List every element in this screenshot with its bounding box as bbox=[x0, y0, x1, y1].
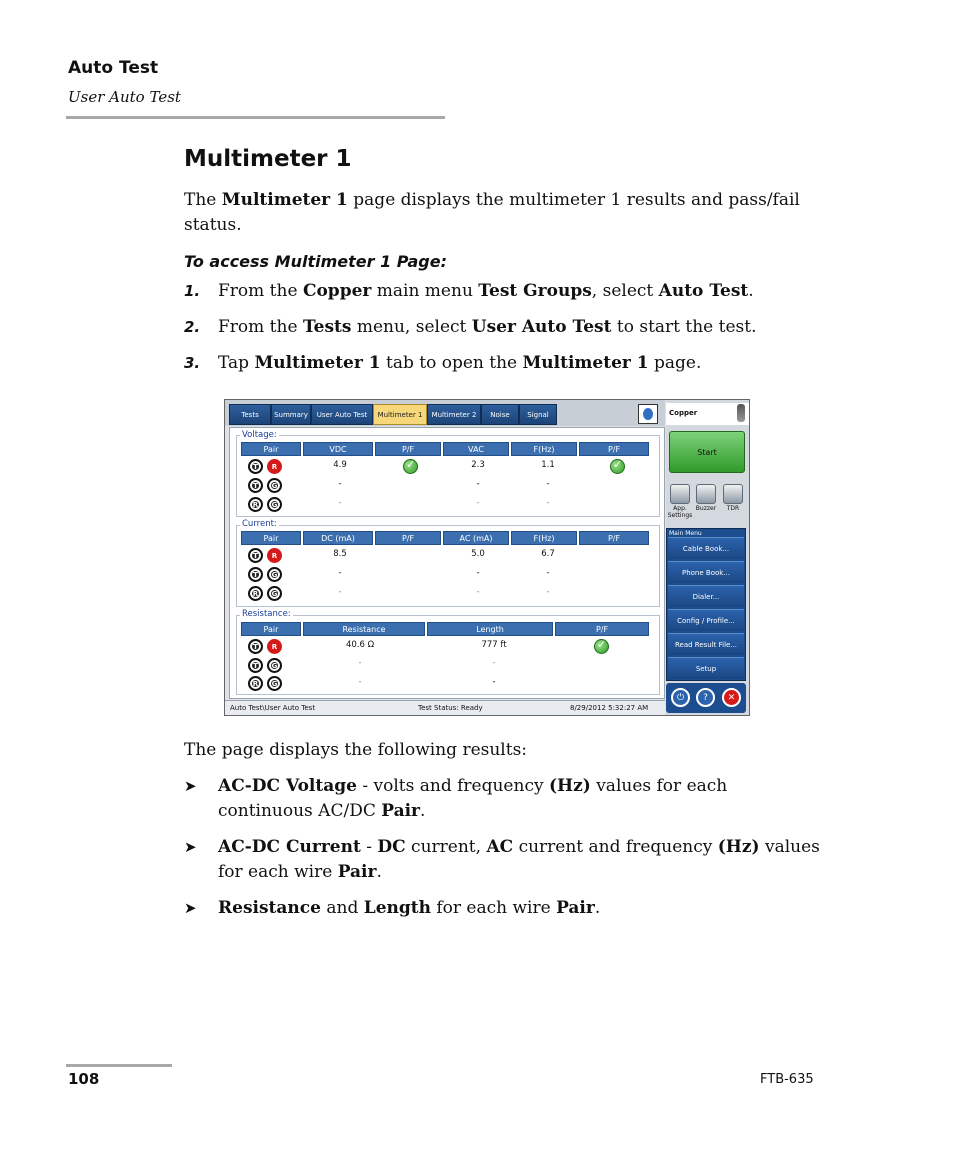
results-panel bbox=[229, 427, 665, 699]
app-settings-icon[interactable] bbox=[670, 484, 690, 504]
pass-check-icon bbox=[403, 459, 418, 474]
menu-dialer[interactable]: Dialer... bbox=[668, 585, 744, 607]
current-label: Current: bbox=[242, 519, 277, 529]
cell-vdc: - bbox=[338, 479, 342, 489]
ring-icon: R bbox=[248, 497, 263, 512]
page-number: 108 bbox=[68, 1070, 100, 1088]
pair-icon bbox=[246, 586, 286, 602]
status-test: Test Status: Ready bbox=[418, 704, 483, 712]
cell-vac: - bbox=[476, 479, 480, 489]
result-bullet: ➤ AC-DC Current - DC current, AC current and frequency (Hz) values for each wire Pair. bbox=[184, 837, 820, 882]
ground-icon: G bbox=[267, 586, 282, 601]
col-pair: Pair bbox=[241, 531, 301, 545]
menu-phone-book[interactable]: Phone Book... bbox=[668, 561, 744, 583]
cell-ac: 5.0 bbox=[471, 549, 485, 559]
cell-dc: - bbox=[338, 568, 342, 578]
cell-dc: 8.5 bbox=[333, 549, 347, 559]
col-pair: Pair bbox=[241, 442, 301, 456]
tdr-icon[interactable] bbox=[723, 484, 743, 504]
thermometer-icon bbox=[737, 404, 745, 422]
status-path: Auto Test\User Auto Test bbox=[230, 704, 316, 712]
cell-length: - bbox=[492, 658, 496, 668]
tab-bar bbox=[225, 400, 665, 426]
cell-vac: - bbox=[476, 498, 480, 508]
document-code: FTB-635 bbox=[760, 1072, 814, 1087]
col-vdc: VDC bbox=[303, 442, 373, 456]
status-bar bbox=[225, 700, 665, 716]
running-header-chapter: Auto Test bbox=[68, 58, 159, 78]
side-title: Copper bbox=[669, 409, 698, 417]
col-pf: P/F bbox=[375, 531, 441, 545]
menu-cable-book[interactable]: Cable Book... bbox=[668, 537, 744, 559]
resistance-label: Resistance: bbox=[242, 609, 291, 619]
cell-vdc: - bbox=[338, 498, 342, 508]
cell-length: - bbox=[492, 677, 496, 687]
cell-fhz: - bbox=[546, 587, 550, 597]
cell-vdc: 4.9 bbox=[333, 460, 347, 470]
col-fhz: F(Hz) bbox=[511, 442, 577, 456]
menu-setup[interactable]: Setup bbox=[668, 657, 744, 679]
pair-icon bbox=[246, 548, 286, 564]
menu-config-profile[interactable]: Config / Profile... bbox=[668, 609, 744, 631]
footer-rule bbox=[66, 1064, 172, 1067]
col-resistance: Resistance bbox=[303, 622, 425, 636]
tool-label: App. Settings bbox=[667, 505, 693, 519]
help-icon[interactable]: ? bbox=[696, 688, 715, 707]
tab-user-auto-test[interactable]: User Auto Test bbox=[311, 404, 373, 425]
side-panel bbox=[666, 400, 749, 715]
cell-vac: 2.3 bbox=[471, 460, 485, 470]
procedure-step: 1. From the Copper main menu Test Groups, select Auto Test. bbox=[184, 281, 754, 301]
ground-icon: G bbox=[267, 676, 282, 691]
pair-icon bbox=[246, 658, 286, 674]
buzzer-icon[interactable] bbox=[696, 484, 716, 504]
bullet-arrow-icon: ➤ bbox=[184, 899, 197, 917]
cell-dc: - bbox=[338, 587, 342, 597]
cell-length: 777 ft bbox=[481, 640, 507, 650]
main-menu-title: Main Menu bbox=[669, 530, 702, 537]
pair-icon bbox=[246, 639, 286, 655]
pass-check-icon bbox=[610, 459, 625, 474]
pair-icon bbox=[246, 567, 286, 583]
multimeter-1-screenshot bbox=[224, 399, 750, 716]
col-pf: P/F bbox=[579, 531, 649, 545]
pair-icon bbox=[246, 497, 286, 513]
section-title: Multimeter 1 bbox=[184, 146, 352, 172]
cell-resistance: - bbox=[358, 658, 362, 668]
col-pair: Pair bbox=[241, 622, 301, 636]
cell-fhz: - bbox=[546, 498, 550, 508]
result-bullet: ➤ Resistance and Length for each wire Pair. bbox=[184, 896, 824, 921]
ground-icon: G bbox=[267, 478, 282, 493]
intro-paragraph: The Multimeter 1 page displays the multimeter 1 results and pass/fail status. bbox=[184, 190, 800, 235]
col-fhz: F(Hz) bbox=[511, 531, 577, 545]
procedure-step: 3. Tap Multimeter 1 tab to open the Multimeter 1 page. bbox=[184, 353, 702, 373]
start-button[interactable]: Start bbox=[669, 431, 745, 473]
bullet-arrow-icon: ➤ bbox=[184, 838, 197, 856]
col-pf: P/F bbox=[555, 622, 649, 636]
cell-resistance: 40.6 Ω bbox=[345, 640, 375, 650]
status-datetime: 8/29/2012 5:32:27 AM bbox=[570, 704, 649, 712]
running-header-section: User Auto Test bbox=[68, 88, 181, 106]
pass-check-icon bbox=[594, 639, 609, 654]
result-bullet: ➤ AC-DC Voltage - volts and frequency (Hz) values for each continuous AC/DC Pair. bbox=[184, 776, 728, 821]
cell-fhz: 6.7 bbox=[541, 549, 555, 559]
pair-icon bbox=[246, 478, 286, 494]
col-ac: AC (mA) bbox=[443, 531, 509, 545]
tab-signal[interactable]: Signal bbox=[519, 404, 557, 425]
tab-tests[interactable]: Tests bbox=[229, 404, 271, 425]
info-icon[interactable] bbox=[638, 404, 658, 424]
cell-ac: - bbox=[476, 587, 480, 597]
col-dc: DC (mA) bbox=[303, 531, 373, 545]
ring-icon: R bbox=[267, 639, 282, 654]
ground-icon: G bbox=[267, 658, 282, 673]
tip-icon: T bbox=[248, 658, 263, 673]
header-rule bbox=[66, 116, 445, 119]
bullet-arrow-icon: ➤ bbox=[184, 777, 197, 795]
procedure-step: 2. From the Tests menu, select User Auto Test to start the test. bbox=[184, 317, 757, 337]
ground-icon: G bbox=[267, 567, 282, 582]
tip-icon: T bbox=[248, 459, 263, 474]
tip-icon: T bbox=[248, 548, 263, 563]
tool-label: TDR bbox=[726, 505, 740, 512]
col-length: Length bbox=[427, 622, 553, 636]
tool-label: Buzzer bbox=[695, 505, 717, 512]
results-intro: The page displays the following results: bbox=[184, 740, 528, 760]
ring-icon: R bbox=[248, 676, 263, 691]
tip-icon: T bbox=[248, 567, 263, 582]
ground-icon: G bbox=[267, 497, 282, 512]
cell-fhz: - bbox=[546, 568, 550, 578]
tab-noise[interactable]: Noise bbox=[481, 404, 519, 425]
tip-icon: T bbox=[248, 478, 263, 493]
ring-icon: R bbox=[248, 586, 263, 601]
col-pf: P/F bbox=[579, 442, 649, 456]
col-vac: VAC bbox=[443, 442, 509, 456]
close-icon[interactable]: ✕ bbox=[722, 688, 741, 707]
tip-icon: T bbox=[248, 639, 263, 654]
menu-read-result-file[interactable]: Read Result File... bbox=[668, 633, 744, 655]
col-pf: P/F bbox=[375, 442, 441, 456]
power-icon[interactable]: ⏻ bbox=[671, 688, 690, 707]
ring-icon: R bbox=[267, 459, 282, 474]
cell-fhz: 1.1 bbox=[541, 460, 555, 470]
cell-ac: - bbox=[476, 568, 480, 578]
cell-resistance: - bbox=[358, 677, 362, 687]
procedure-heading: To access Multimeter 1 Page: bbox=[184, 252, 447, 271]
voltage-label: Voltage: bbox=[242, 430, 277, 440]
tab-multimeter-2[interactable]: Multimeter 2 bbox=[427, 404, 481, 425]
cell-fhz: - bbox=[546, 479, 550, 489]
pair-icon bbox=[246, 676, 286, 692]
ring-icon: R bbox=[267, 548, 282, 563]
pair-icon bbox=[246, 459, 286, 475]
tab-summary[interactable]: Summary bbox=[271, 404, 311, 425]
tab-multimeter-1[interactable]: Multimeter 1 bbox=[373, 404, 427, 425]
